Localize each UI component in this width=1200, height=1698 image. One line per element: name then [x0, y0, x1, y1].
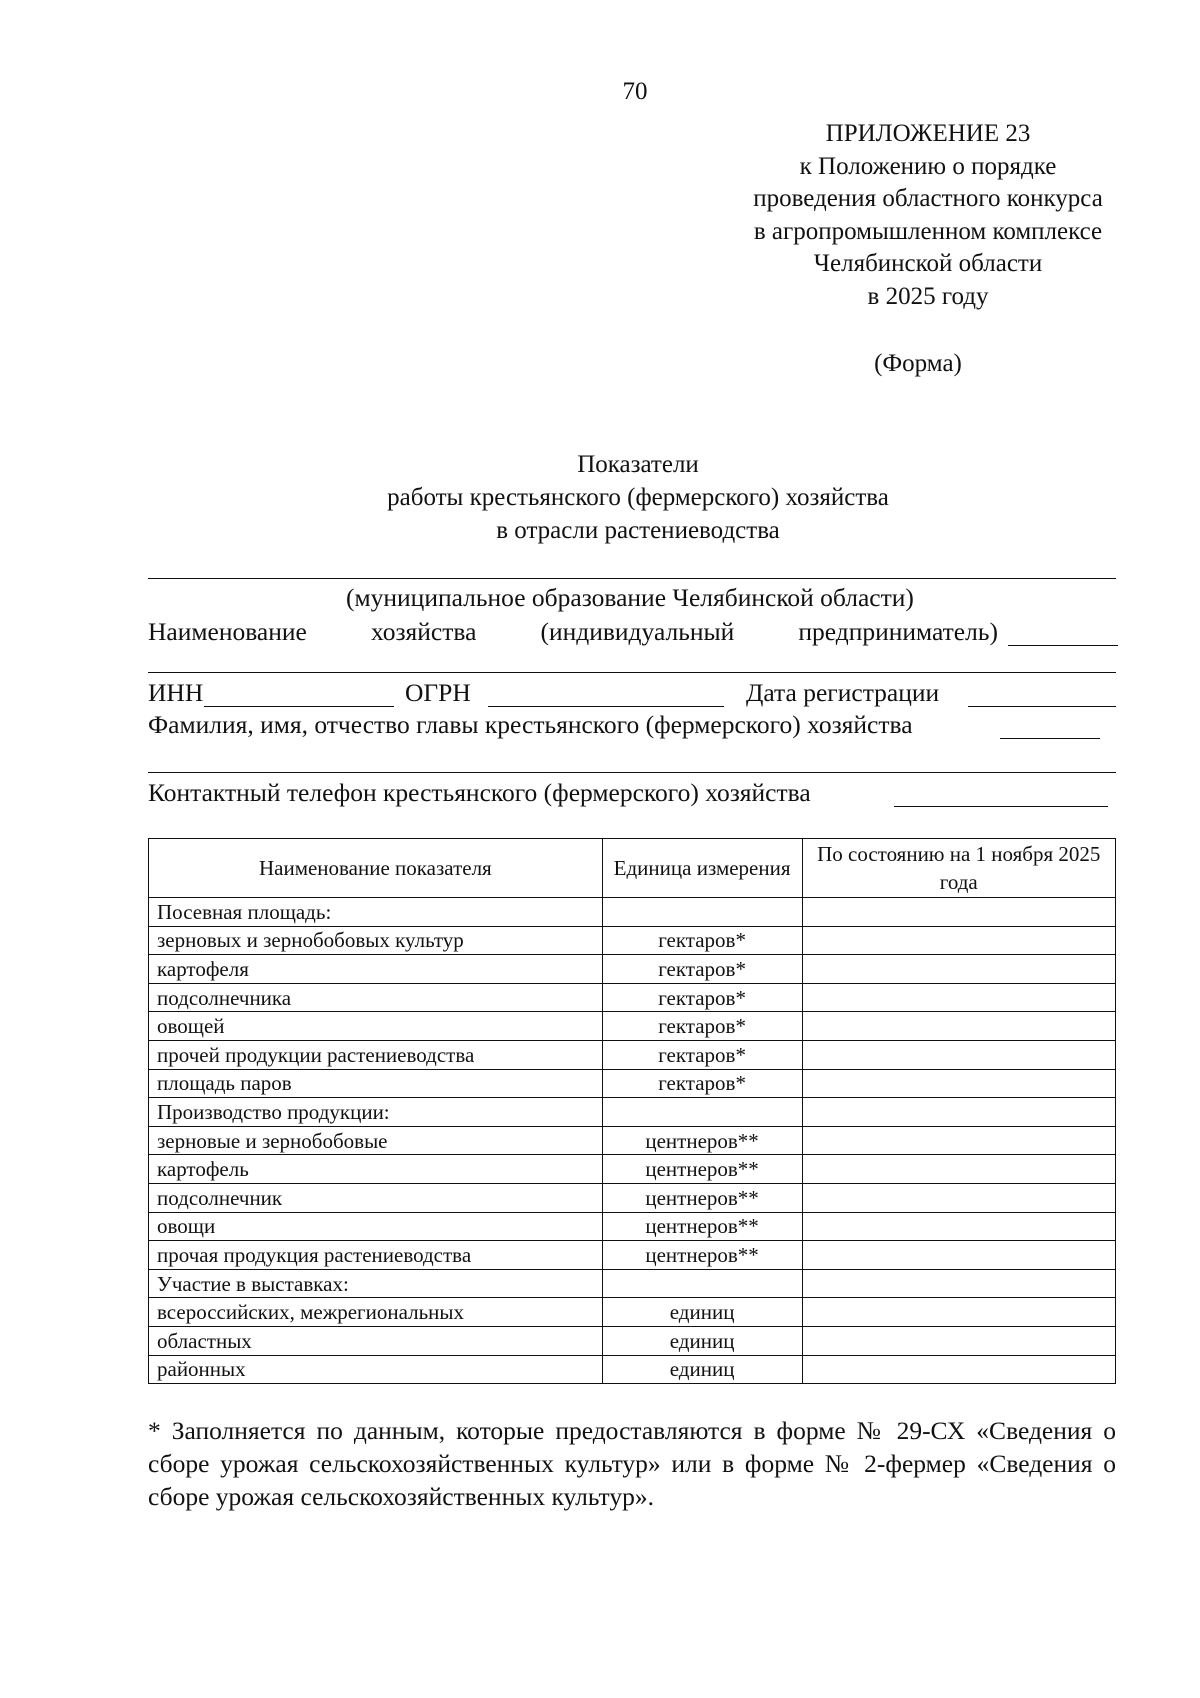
column-header-name: Наименование показателя [149, 839, 603, 898]
cell-value-input[interactable] [802, 1040, 1116, 1069]
cell-value-input[interactable] [802, 1212, 1116, 1241]
cell-unit [602, 1269, 802, 1298]
cell-unit [602, 898, 802, 927]
enterprise-name-label [148, 617, 998, 647]
cell-indicator-name: областных [149, 1326, 603, 1355]
cell-value-input[interactable] [802, 926, 1116, 955]
name-word: предприниматель) [798, 617, 998, 646]
cell-value-input[interactable] [802, 1326, 1116, 1355]
cell-indicator-name: Участие в выставках: [149, 1269, 603, 1298]
cell-value-input[interactable] [802, 898, 1116, 927]
cell-unit: гектаров* [602, 955, 802, 984]
cell-indicator-name: подсолнечник [149, 1183, 603, 1212]
cell-indicator-name: подсолнечника [149, 983, 603, 1012]
cell-indicator-name: всероссийских, межрегиональных [149, 1298, 603, 1327]
table-row [149, 898, 1116, 927]
table-header-row [149, 839, 1116, 898]
cell-value-input[interactable] [802, 1069, 1116, 1098]
cell-value-input[interactable] [802, 1298, 1116, 1327]
table-row [149, 1269, 1116, 1298]
cell-indicator-name: Производство продукции: [149, 1098, 603, 1127]
head-name-label: Фамилия, имя, отчество главы крестьянского (фермерского) хозяйства [148, 710, 913, 739]
cell-value-input[interactable] [802, 983, 1116, 1012]
table-row [149, 1155, 1116, 1184]
table-row [149, 955, 1116, 984]
table-row [149, 1355, 1116, 1384]
cell-indicator-name: зерновые и зернобобовые [149, 1126, 603, 1155]
appendix-line: к Положению о порядке [799, 152, 1057, 180]
cell-indicator-name: картофеля [149, 955, 603, 984]
table-row [149, 1098, 1116, 1127]
cell-indicator-name: овощи [149, 1212, 603, 1241]
appendix-line: Челябинской области [813, 250, 1043, 277]
name-word: Наименование [148, 617, 307, 646]
table-body [149, 898, 1116, 1384]
cell-value-input[interactable] [802, 1355, 1116, 1384]
table-row [149, 1126, 1116, 1155]
enterprise-name-field-line-2[interactable] [148, 672, 1116, 673]
cell-value-input[interactable] [802, 1155, 1116, 1184]
column-header-value: По состоянию на 1 ноября 2025 года [802, 839, 1116, 898]
table-row [149, 1326, 1116, 1355]
cell-unit: центнеров** [602, 1155, 802, 1184]
cell-value-input[interactable] [802, 1012, 1116, 1041]
title-line: в отрасли растениеводства [496, 517, 780, 544]
cell-unit: центнеров** [602, 1212, 802, 1241]
cell-indicator-name: прочая продукция растениеводства [149, 1241, 603, 1270]
title-line: работы крестьянского (фермерского) хозяйства [387, 484, 889, 511]
registration-date-field-line[interactable] [968, 706, 1116, 707]
ogrn-label: ОГРН [405, 678, 471, 707]
ogrn-field-line[interactable] [488, 706, 724, 707]
appendix-line: проведения областного конкурса [753, 185, 1103, 212]
footnote: * Заполняется по данным, которые предоставляются в форме № 29-СХ «Сведения о сборе урожая сельскохозяйственных культур» или в форме № 2-фермер «Сведения о сборе урожая сельскохозяйственных культур». [148, 1416, 1116, 1511]
inn-field-line[interactable] [204, 706, 394, 707]
cell-value-input[interactable] [802, 1269, 1116, 1298]
table-row [149, 926, 1116, 955]
cell-unit: гектаров* [602, 1040, 802, 1069]
cell-unit: центнеров** [602, 1126, 802, 1155]
table-row [149, 1241, 1116, 1270]
cell-indicator-name: прочей продукции растениеводства [149, 1040, 603, 1069]
cell-unit: единиц [602, 1298, 802, 1327]
appendix-line: в агропромышленном комплексе [753, 217, 1103, 245]
document-title [300, 448, 976, 547]
inn-label: ИНН [148, 678, 204, 707]
cell-indicator-name: зерновых и зернобобовых культур [149, 926, 603, 955]
cell-unit: гектаров* [602, 1012, 802, 1041]
cell-unit [602, 1098, 802, 1127]
cell-value-input[interactable] [802, 1126, 1116, 1155]
cell-unit: центнеров** [602, 1183, 802, 1212]
name-word: хозяйства [370, 617, 477, 646]
form-label: (Форма) [874, 350, 962, 377]
cell-unit: единиц [602, 1326, 802, 1355]
cell-value-input[interactable] [802, 955, 1116, 984]
appendix-title: ПРИЛОЖЕНИЕ 23 [825, 120, 1031, 147]
enterprise-name-field-line[interactable] [1008, 645, 1118, 646]
appendix-header [708, 118, 1148, 313]
table-row [149, 1069, 1116, 1098]
cell-indicator-name: овощей [149, 1012, 603, 1041]
table-row [149, 1212, 1116, 1241]
table-row [149, 1012, 1116, 1041]
municipal-field-line[interactable] [148, 578, 1116, 579]
cell-value-input[interactable] [802, 1183, 1116, 1212]
phone-field-line[interactable] [894, 806, 1108, 807]
table-row [149, 1298, 1116, 1327]
phone-label: Контактный телефон крестьянского (фермерского) хозяйства [148, 778, 811, 807]
page-number: 70 [622, 78, 648, 105]
table-row [149, 1040, 1116, 1069]
name-word: (индивидуальный [540, 617, 735, 646]
head-name-field-line-2[interactable] [148, 772, 1116, 773]
municipal-caption: (муниципальное образование Челябинской области) [346, 583, 914, 612]
column-header-unit: Единица измерения [602, 839, 802, 898]
cell-indicator-name: районных [149, 1355, 603, 1384]
registration-date-label: Дата регистрации [746, 678, 940, 707]
cell-indicator-name: Посевная площадь: [149, 898, 603, 927]
cell-unit: единиц [602, 1355, 802, 1384]
title-line: Показатели [577, 451, 699, 478]
appendix-line: в 2025 году [867, 282, 989, 310]
cell-unit: гектаров* [602, 1069, 802, 1098]
table-row [149, 1183, 1116, 1212]
cell-indicator-name: площадь паров [149, 1069, 603, 1098]
cell-value-input[interactable] [802, 1241, 1116, 1270]
cell-unit: гектаров* [602, 983, 802, 1012]
table-row [149, 983, 1116, 1012]
cell-indicator-name: картофель [149, 1155, 603, 1184]
cell-unit: центнеров** [602, 1241, 802, 1270]
cell-unit: гектаров* [602, 926, 802, 955]
head-name-field-line[interactable] [1000, 738, 1100, 739]
indicators-table [148, 838, 1116, 1384]
cell-value-input[interactable] [802, 1098, 1116, 1127]
